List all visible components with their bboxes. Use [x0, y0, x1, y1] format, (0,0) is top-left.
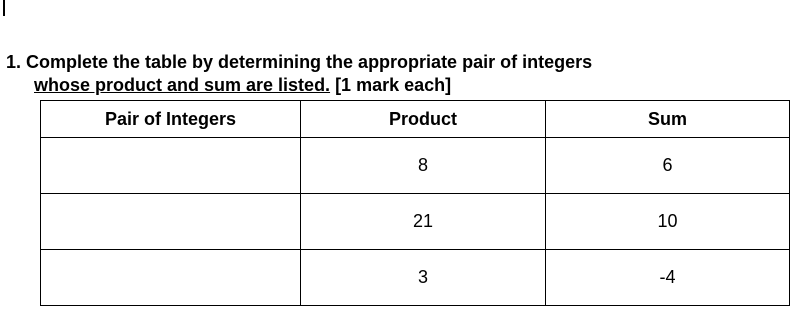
question-line-2 — [6, 74, 592, 97]
question-line-2-underlined: whose product and sum are listed. — [34, 75, 331, 95]
sum-cell: -4 — [546, 250, 790, 306]
question-line-2-rest: [1 mark each] — [330, 75, 452, 95]
header-pair-of-integers: Pair of Integers — [41, 101, 301, 138]
table-header-row — [41, 101, 790, 138]
pair-answer-cell[interactable] — [41, 250, 301, 306]
header-product: Product — [301, 101, 546, 138]
header-sum: Sum — [546, 101, 790, 138]
product-cell: 21 — [301, 194, 546, 250]
table-row — [41, 194, 790, 250]
answer-table — [40, 100, 790, 306]
product-cell: 8 — [301, 138, 546, 194]
text-cursor — [3, 0, 5, 16]
pair-answer-cell[interactable] — [41, 194, 301, 250]
question-line-1: 1. Complete the table by determining the appropriate pair of integers — [6, 52, 593, 72]
sum-cell: 6 — [546, 138, 790, 194]
table-row — [41, 138, 790, 194]
product-cell: 3 — [301, 250, 546, 306]
sum-cell: 10 — [546, 194, 790, 250]
pair-answer-cell[interactable] — [41, 138, 301, 194]
question-text — [6, 51, 592, 97]
table-row — [41, 250, 790, 306]
